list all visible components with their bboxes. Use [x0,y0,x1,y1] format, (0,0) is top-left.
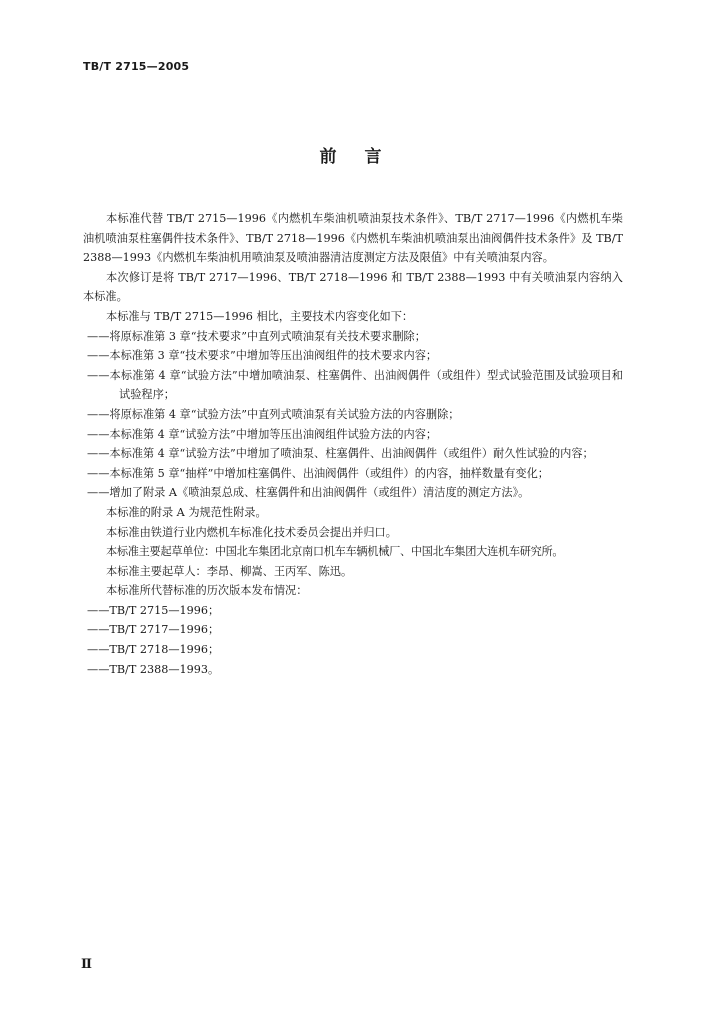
list-item: ——增加了附录 A《喷油泵总成、柱塞偶件和出油阀偶件（或组件）清洁度的测定方法》。 [87,486,530,500]
intro-paragraph-changes-lead: 本标准与 TB/T 2715—1996 相比，主要技术内容变化如下： [106,309,414,323]
list-item: ——本标准第 4 章“试验方法”中增加喷油泵、柱塞偶件、出油阀偶件（或组件）型式试验范围及试验项目和试验程序； [87,368,623,402]
standard-code-header: TB/T 2715—2005 [83,60,190,73]
foreword-body [83,209,623,679]
list-item: ——本标准第 4 章“试验方法”中增加等压出油阀组件试验方法的内容； [87,427,438,441]
list-item: ——TB/T 2718—1996； [87,643,220,657]
intro-paragraph-replaces: 本标准代替 TB/T 2715—1996《内燃机车柴油机喷油泵技术条件》、TB/T 2717—1996《内燃机车柴油机喷油泵柱塞偶件技术条件》、TB/T 2718—1996《内燃机车柴油机喷油泵出油阀偶件技术条件》及 TB/T 2388—1993《内燃机车柴油机用喷油泵及喷油器清洁度测定方法及限值》中有关喷油泵内容。 [83,212,623,265]
annex-note: 本标准的附录 A 为规范性附录。 [106,505,267,519]
history-list [83,601,623,679]
page-title: 前言 [319,147,410,167]
list-item: ——TB/T 2388—1993。 [87,662,220,676]
drafters-note: 本标准主要起草人：李昂、柳嵩、王丙军、陈迅。 [106,564,353,578]
page-number: Ⅱ [81,957,92,972]
changes-list [83,327,623,503]
list-item: ——本标准第 5 章“抽样”中增加柱塞偶件、出油阀偶件（或组件）的内容，抽样数量有变化； [87,466,549,480]
list-item: ——将原标准第 4 章“试验方法”中直列式喷油泵有关试验方法的内容删除； [87,407,460,421]
list-item: ——将原标准第 3 章“技术要求”中直列式喷油泵有关技术要求删除； [87,329,426,343]
history-lead: 本标准所代替标准的历次版本发布情况： [106,584,308,598]
list-item: ——本标准第 4 章“试验方法”中增加了喷油泵、柱塞偶件、出油阀偶件（或组件）耐久性试验的内容； [87,447,594,461]
proposer-note: 本标准由铁道行业内燃机车标准化技术委员会提出并归口。 [106,525,397,539]
list-item: ——本标准第 3 章“技术要求”中增加等压出油阀组件的技术要求内容； [87,349,438,363]
list-item: ——TB/T 2715—1996； [87,603,220,617]
drafting-units-note: 本标准主要起草单位：中国北车集团北京南口机车车辆机械厂、中国北车集团大连机车研究所。 [106,545,564,559]
list-item: ——TB/T 2717—1996； [87,623,220,637]
intro-paragraph-revision: 本次修订是将 TB/T 2717—1996、TB/T 2718—1996 和 TB/T 2388—1993 中有关喷油泵内容纳入本标准。 [83,270,623,304]
